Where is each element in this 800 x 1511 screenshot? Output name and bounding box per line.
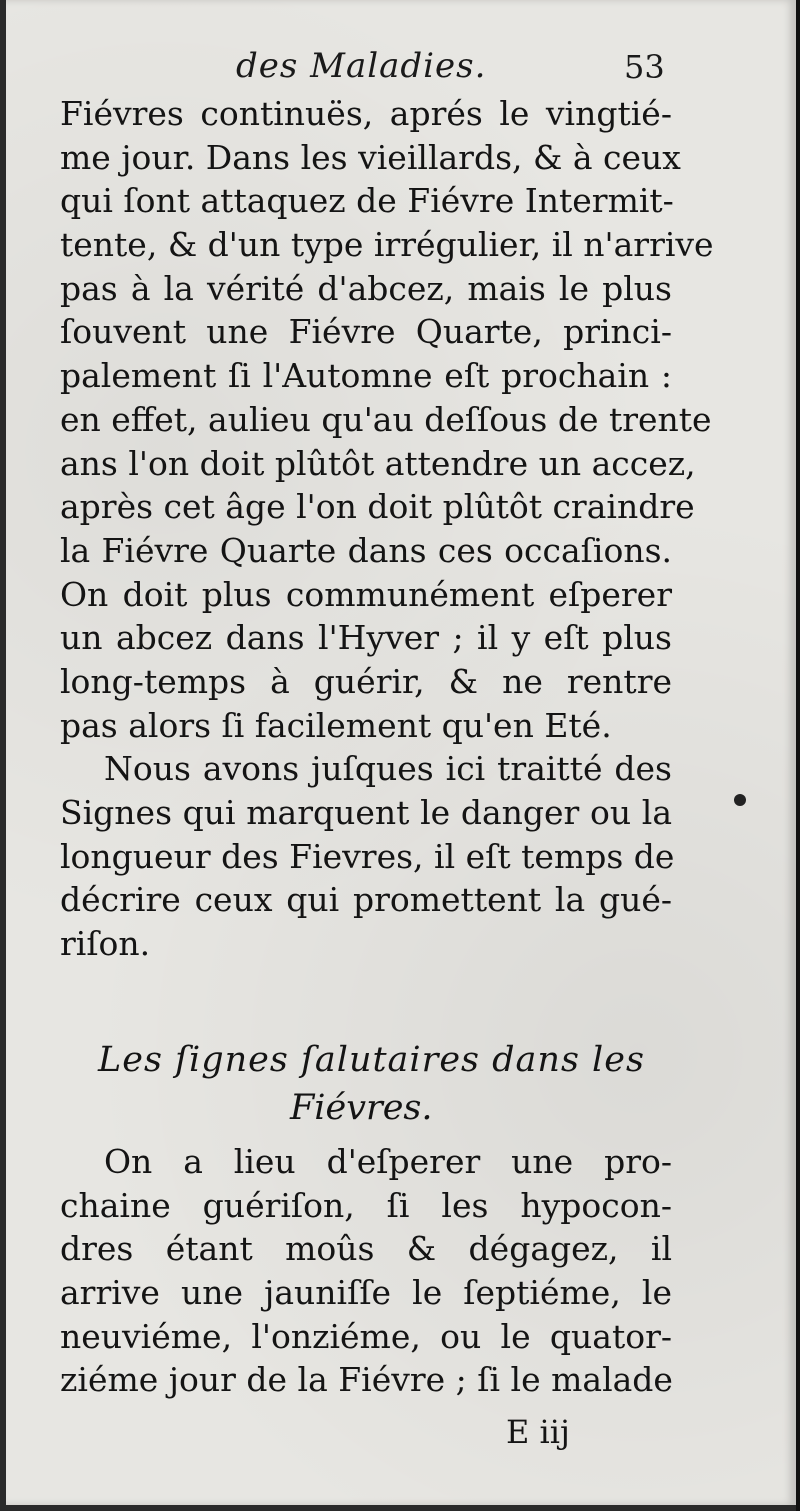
text-line: Signes qui marquent le danger ou la [60, 793, 672, 832]
body-text [60, 92, 714, 966]
text-line: me jour. Dans les vieillards, & à ceux [60, 137, 681, 177]
text-line: Nous avons juſques ici traitté des [104, 749, 672, 789]
section-heading-line: Fiévres. [290, 1088, 433, 1128]
text-line: pas alors ſi facilement qu'en Eté. [60, 705, 612, 745]
text-line: Fiévres continuës, aprés le vingtié- [60, 94, 672, 133]
ink-dot [734, 794, 746, 806]
text-line: longueur des Fievres, il eſt temps de [60, 836, 675, 876]
text-line: neuviéme, l'onziéme, ou le quator- [60, 1316, 672, 1356]
text-line: ſouvent une Fiévre Quarte, princi- [60, 312, 672, 352]
section-text [60, 1140, 672, 1402]
page-edge [796, 0, 800, 1511]
text-line: ziéme jour de la Fiévre ; ſi le malade [60, 1360, 673, 1400]
text-line: qui ſont attaquez de Fiévre Intermit- [60, 181, 674, 221]
text-line: On doit plus communément eſperer [60, 574, 672, 614]
text-line: arrive une jauniſſe le ſeptiéme, le [60, 1273, 672, 1313]
text-line: la Fiévre Quarte dans ces occaſions. [60, 530, 672, 570]
text-line: dres étant moûs & dégagez, il [60, 1229, 672, 1269]
page-number: 53 [624, 48, 665, 86]
text-line: On a lieu d'eſperer une pro- [104, 1142, 672, 1181]
text-line: décrire ceux qui promettent la gué- [60, 880, 672, 920]
text-line: un abcez dans l'Hyver ; il y eſt plus [60, 618, 672, 658]
text-line: riſon. [60, 924, 151, 964]
running-title: des Maladies. [236, 46, 487, 86]
book-page [6, 0, 796, 1505]
running-head [6, 44, 796, 92]
text-line: palement ſi l'Automne eſt prochain : [60, 356, 672, 396]
section-heading [60, 1036, 672, 1132]
text-line: tente, & d'un type irrégulier, il n'arrive [60, 225, 714, 265]
text-line: après cet âge l'on doit plûtôt craindre [60, 487, 695, 527]
signature-mark: E iij [506, 1413, 570, 1451]
text-line: pas à la vérité d'abcez, mais le plus [60, 268, 672, 308]
text-line: long-temps à guérir, & ne rentre [60, 661, 672, 701]
text-line: chaine guériſon, ſi les hypocon- [60, 1185, 672, 1225]
text-line: en effet, aulieu qu'au deſſous de trente [60, 399, 712, 439]
section-heading-line: Les ſignes ſalutaires dans les [98, 1040, 645, 1080]
text-line: ans l'on doit plûtôt attendre un accez, [60, 443, 696, 483]
